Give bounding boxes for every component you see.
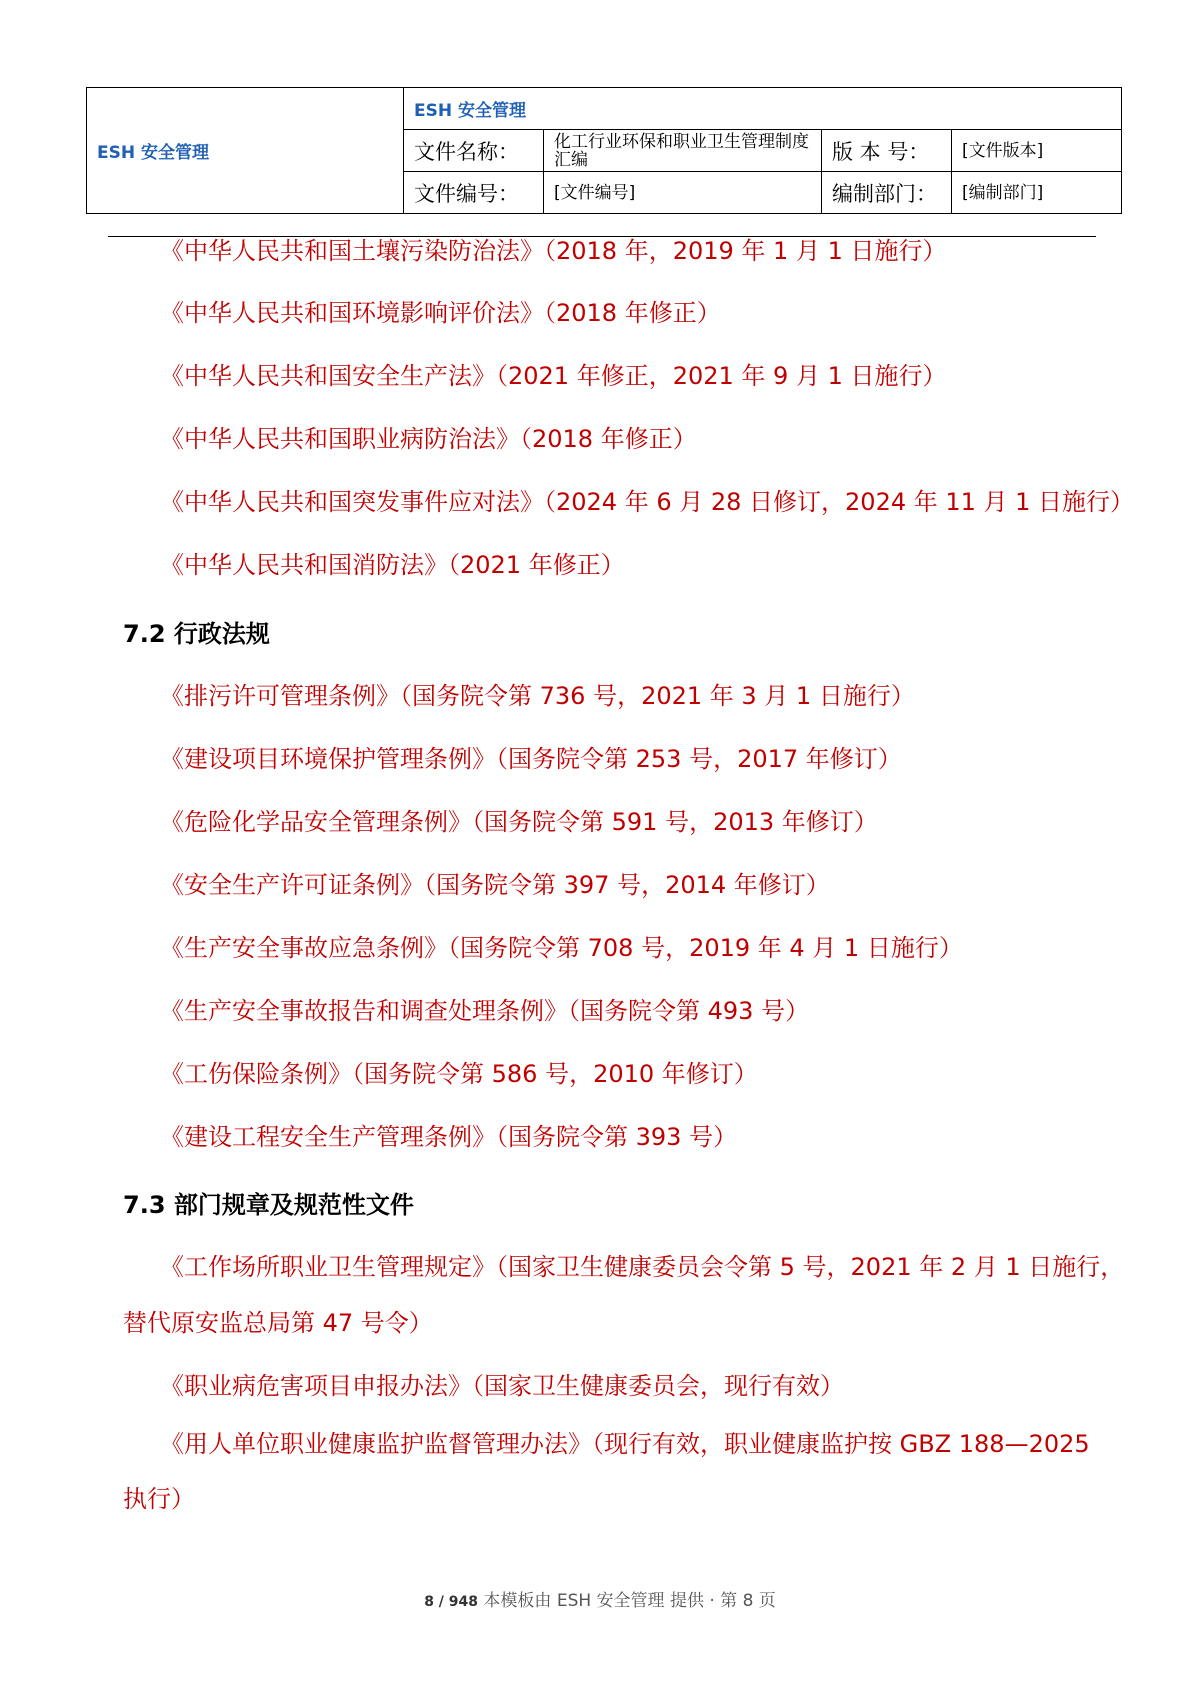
regulation-item: 《建设工程安全生产管理条例》（国务院令第 393 号） bbox=[160, 1123, 738, 1151]
section-heading-7-3: 7.3 部门规章及规范性文件 bbox=[123, 1191, 414, 1219]
file-name-value: 化工行业环保和职业卫生管理制度汇编 bbox=[544, 130, 822, 172]
version-label: 版 本 号： bbox=[822, 130, 952, 172]
document-header-table bbox=[86, 87, 1122, 214]
law-item: 《中华人民共和国职业病防治法》（2018 年修正） bbox=[160, 425, 697, 453]
regulation-item: 《危险化学品安全管理条例》（国务院令第 591 号，2013 年修订） bbox=[160, 808, 878, 836]
rule-item-continuation: 替代原安监总局第 47 号令） bbox=[123, 1309, 433, 1337]
regulation-item: 《建设项目环境保护管理条例》（国务院令第 253 号，2017 年修订） bbox=[160, 745, 902, 773]
law-item: 《中华人民共和国安全生产法》（2021 年修正，2021 年 9 月 1 日施行） bbox=[160, 362, 947, 390]
dept-label: 编制部门： bbox=[822, 172, 952, 214]
regulation-item: 《工伤保险条例》（国务院令第 586 号，2010 年修订） bbox=[160, 1060, 758, 1088]
regulation-item: 《安全生产许可证条例》（国务院令第 397 号，2014 年修订） bbox=[160, 871, 830, 899]
file-no-label: 文件编号： bbox=[404, 172, 544, 214]
file-name-label: 文件名称： bbox=[404, 130, 544, 172]
law-item: 《中华人民共和国土壤污染防治法》（2018 年，2019 年 1 月 1 日施行） bbox=[160, 237, 947, 265]
header-brand-left: ESH 安全管理 bbox=[87, 88, 404, 214]
regulation-item: 《排污许可管理条例》（国务院令第 736 号，2021 年 3 月 1 日施行） bbox=[160, 682, 915, 710]
header-brand-top: ESH 安全管理 bbox=[404, 88, 1122, 130]
footer-text: 本模板由 ESH 安全管理 提供 · 第 8 页 bbox=[483, 1591, 776, 1611]
section-heading-7-2: 7.2 行政法规 bbox=[123, 620, 270, 648]
law-item: 《中华人民共和国消防法》（2021 年修正） bbox=[160, 551, 625, 579]
regulation-item: 《生产安全事故应急条例》（国务院令第 708 号，2019 年 4 月 1 日施行） bbox=[160, 934, 963, 962]
rule-item: 《职业病危害项目申报办法》（国家卫生健康委员会，现行有效） bbox=[160, 1372, 844, 1400]
law-item: 《中华人民共和国突发事件应对法》（2024 年 6 月 28 日修订，2024 年 11 月 1 日施行） bbox=[160, 488, 1135, 516]
page-count: 8 / 948 bbox=[424, 1594, 479, 1610]
page-footer bbox=[0, 1586, 1200, 1611]
law-item: 《中华人民共和国环境影响评价法》（2018 年修正） bbox=[160, 299, 721, 327]
version-value: [文件版本] bbox=[952, 130, 1122, 172]
rule-item-line: 《用人单位职业健康监护监督管理办法》（现行有效，职业健康监护按 GBZ 188—2025 bbox=[160, 1430, 1090, 1458]
file-no-value: [文件编号] bbox=[544, 172, 822, 214]
rule-item-continuation: 执行） bbox=[123, 1485, 195, 1513]
dept-value: [编制部门] bbox=[952, 172, 1122, 214]
regulation-item: 《生产安全事故报告和调查处理条例》（国务院令第 493 号） bbox=[160, 997, 810, 1025]
rule-item-line: 《工作场所职业卫生管理规定》（国家卫生健康委员会令第 5 号，2021 年 2 月 1 日施行， bbox=[160, 1253, 1125, 1281]
